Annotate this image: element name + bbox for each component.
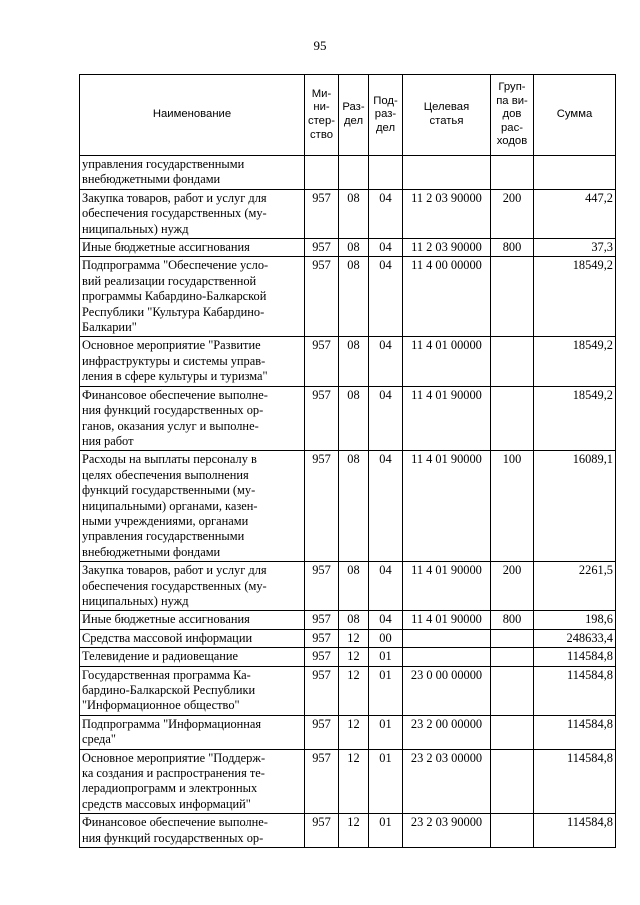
cell-ministry: 957	[305, 239, 339, 257]
cell-name: Подпрограмма "Обеспечение усло- вий реализации государственной программы Кабардино-Балкарской Республики "Культура Кабардино- Балкарии"	[80, 257, 305, 337]
cell-subsection: 00	[369, 629, 403, 647]
cell-section: 08	[339, 611, 369, 629]
cell-target: 11 2 03 90000	[403, 239, 491, 257]
cell-subsection: 04	[369, 611, 403, 629]
cell-expense-group	[491, 386, 534, 451]
cell-name: Расходы на выплаты персоналу в целях обеспечения выполнения функций государственными (му- ниципальными) органами, казен- ными учреждениями, органами управления государственными внебюджетными фондами	[80, 451, 305, 562]
cell-ministry: 957	[305, 666, 339, 715]
cell-target	[403, 156, 491, 190]
cell-name: Средства массовой информации	[80, 629, 305, 647]
cell-ministry: 957	[305, 386, 339, 451]
cell-amount: 198,6	[534, 611, 616, 629]
cell-amount	[534, 156, 616, 190]
cell-name: Основное мероприятие "Развитие инфраструктуры и системы управ- ления в сфере культуры и туризма"	[80, 337, 305, 386]
cell-amount: 2261,5	[534, 562, 616, 611]
cell-ministry: 957	[305, 629, 339, 647]
cell-target	[403, 629, 491, 647]
cell-ministry	[305, 156, 339, 190]
cell-name: Финансовое обеспечение выполне- ния функций государственных ор- ганов, оказания услуг и выполне- ния работ	[80, 386, 305, 451]
cell-section: 12	[339, 629, 369, 647]
cell-name: Подпрограмма "Информационная среда"	[80, 715, 305, 749]
cell-target: 11 4 01 00000	[403, 337, 491, 386]
table-row	[80, 611, 616, 629]
cell-expense-group: 800	[491, 239, 534, 257]
header-ministry: Ми- ни- стер- ство	[305, 75, 339, 156]
cell-expense-group	[491, 629, 534, 647]
cell-subsection: 01	[369, 715, 403, 749]
cell-ministry: 957	[305, 189, 339, 238]
cell-expense-group	[491, 648, 534, 666]
cell-section: 12	[339, 814, 369, 848]
table-row	[80, 629, 616, 647]
cell-subsection: 01	[369, 666, 403, 715]
table-row	[80, 257, 616, 337]
table-row	[80, 451, 616, 562]
cell-name: Финансовое обеспечение выполне- ния функций государственных ор-	[80, 814, 305, 848]
cell-subsection: 01	[369, 749, 403, 814]
cell-target: 23 2 03 00000	[403, 749, 491, 814]
cell-name: Иные бюджетные ассигнования	[80, 239, 305, 257]
header-subsection: Под- раз- дел	[369, 75, 403, 156]
cell-amount: 18549,2	[534, 337, 616, 386]
header-expense-group: Груп- па ви- дов рас- ходов	[491, 75, 534, 156]
cell-section	[339, 156, 369, 190]
cell-target: 11 4 00 00000	[403, 257, 491, 337]
table-row	[80, 666, 616, 715]
cell-subsection: 04	[369, 386, 403, 451]
cell-expense-group	[491, 715, 534, 749]
cell-target: 11 4 01 90000	[403, 451, 491, 562]
cell-target: 23 0 00 00000	[403, 666, 491, 715]
cell-section: 12	[339, 666, 369, 715]
cell-amount: 18549,2	[534, 386, 616, 451]
cell-ministry: 957	[305, 562, 339, 611]
cell-target: 11 4 01 90000	[403, 562, 491, 611]
cell-expense-group: 200	[491, 562, 534, 611]
cell-expense-group	[491, 814, 534, 848]
table-row	[80, 715, 616, 749]
cell-subsection: 04	[369, 239, 403, 257]
cell-subsection	[369, 156, 403, 190]
cell-section: 08	[339, 257, 369, 337]
cell-expense-group	[491, 257, 534, 337]
cell-section: 08	[339, 189, 369, 238]
cell-section: 08	[339, 239, 369, 257]
cell-subsection: 01	[369, 648, 403, 666]
cell-target	[403, 648, 491, 666]
table-row	[80, 337, 616, 386]
cell-amount: 114584,8	[534, 648, 616, 666]
cell-expense-group	[491, 666, 534, 715]
cell-target: 23 2 03 90000	[403, 814, 491, 848]
budget-table	[79, 74, 616, 848]
cell-name: Основное мероприятие "Поддерж- ка создания и распространения те- лерадиопрограмм и электронных средств массовых информаций"	[80, 749, 305, 814]
cell-section: 08	[339, 386, 369, 451]
cell-section: 08	[339, 562, 369, 611]
table-row	[80, 562, 616, 611]
cell-amount: 248633,4	[534, 629, 616, 647]
cell-target: 11 4 01 90000	[403, 611, 491, 629]
cell-amount: 18549,2	[534, 257, 616, 337]
table-row	[80, 386, 616, 451]
cell-ministry: 957	[305, 749, 339, 814]
cell-amount: 114584,8	[534, 814, 616, 848]
cell-amount: 114584,8	[534, 715, 616, 749]
table-row	[80, 156, 616, 190]
cell-section: 12	[339, 715, 369, 749]
cell-target: 11 2 03 90000	[403, 189, 491, 238]
cell-ministry: 957	[305, 648, 339, 666]
cell-subsection: 04	[369, 562, 403, 611]
table-body	[80, 156, 616, 848]
cell-expense-group: 100	[491, 451, 534, 562]
cell-name: Иные бюджетные ассигнования	[80, 611, 305, 629]
table-row	[80, 749, 616, 814]
cell-ministry: 957	[305, 257, 339, 337]
cell-section: 08	[339, 451, 369, 562]
cell-ministry: 957	[305, 715, 339, 749]
cell-section: 12	[339, 648, 369, 666]
cell-expense-group	[491, 749, 534, 814]
cell-section: 12	[339, 749, 369, 814]
header-target: Целевая статья	[403, 75, 491, 156]
cell-target: 11 4 01 90000	[403, 386, 491, 451]
header-amount: Сумма	[534, 75, 616, 156]
cell-expense-group	[491, 156, 534, 190]
page-number: 95	[313, 38, 327, 53]
cell-name: Закупка товаров, работ и услуг для обеспечения государственных (му- ниципальных) нужд	[80, 189, 305, 238]
cell-subsection: 01	[369, 814, 403, 848]
cell-ministry: 957	[305, 337, 339, 386]
table-row	[80, 648, 616, 666]
cell-section: 08	[339, 337, 369, 386]
header-name: Наименование	[80, 75, 305, 156]
cell-name: управления государственными внебюджетными фондами	[80, 156, 305, 190]
cell-amount: 447,2	[534, 189, 616, 238]
cell-subsection: 04	[369, 257, 403, 337]
cell-expense-group: 200	[491, 189, 534, 238]
cell-expense-group	[491, 337, 534, 386]
table-row	[80, 814, 616, 848]
cell-subsection: 04	[369, 451, 403, 562]
cell-name: Государственная программа Ка- бардино-Балкарской Республики "Информационное общество"	[80, 666, 305, 715]
table-row	[80, 189, 616, 238]
cell-amount: 114584,8	[534, 749, 616, 814]
cell-ministry: 957	[305, 611, 339, 629]
cell-ministry: 957	[305, 814, 339, 848]
header-section: Раз- дел	[339, 75, 369, 156]
table-row	[80, 239, 616, 257]
cell-amount: 37,3	[534, 239, 616, 257]
cell-target: 23 2 00 00000	[403, 715, 491, 749]
cell-amount: 114584,8	[534, 666, 616, 715]
cell-ministry: 957	[305, 451, 339, 562]
cell-expense-group: 800	[491, 611, 534, 629]
header-row	[80, 75, 616, 156]
cell-amount: 16089,1	[534, 451, 616, 562]
cell-subsection: 04	[369, 189, 403, 238]
cell-subsection: 04	[369, 337, 403, 386]
cell-name: Телевидение и радиовещание	[80, 648, 305, 666]
cell-name: Закупка товаров, работ и услуг для обеспечения государственных (му- ниципальных) нужд	[80, 562, 305, 611]
